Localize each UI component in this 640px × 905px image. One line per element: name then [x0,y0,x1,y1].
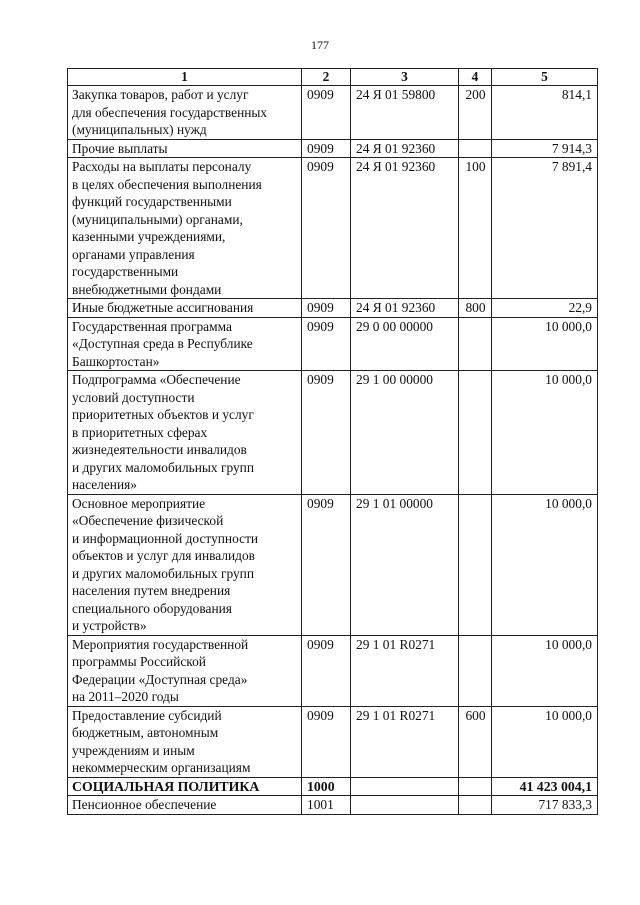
row-amount: 717 833,3 [492,796,598,815]
row-target-code: 24 Я 01 59800 [351,86,459,140]
table-row [68,139,598,158]
page-number: 177 [311,38,329,52]
table-row [68,494,598,635]
row-expense-type: 800 [459,299,492,318]
row-expense-type [459,371,492,495]
row-expense-type: 200 [459,86,492,140]
row-expense-type [459,777,492,796]
row-description: Предоставление субсидий бюджетным, автономным учреждениям и иным некоммерческим организациям [68,706,302,777]
row-amount: 22,9 [492,299,598,318]
row-target-code: 24 Я 01 92360 [351,158,459,299]
row-amount: 7 914,3 [492,139,598,158]
row-amount: 10 000,0 [492,494,598,635]
row-expense-type [459,635,492,706]
budget-table [67,68,598,815]
row-target-code: 24 Я 01 92360 [351,299,459,318]
row-section-code: 1000 [302,777,351,796]
row-section-code: 0909 [302,317,351,371]
row-section-code: 0909 [302,371,351,495]
header-cell-5: 5 [492,69,598,86]
row-description: Расходы на выплаты персоналу в целях обеспечения выполнения функций государственными (муниципальными) органами, казенными учреждениями, органами управления государственными внебюджетными фондами [68,158,302,299]
row-description: Мероприятия государственной программы Российской Федерации «Доступная среда» на 2011–2020 годы [68,635,302,706]
header-cell-4: 4 [459,69,492,86]
row-amount: 41 423 004,1 [492,777,598,796]
header-cell-3: 3 [351,69,459,86]
table-row [68,796,598,815]
table-row [68,299,598,318]
row-description: Подпрограмма «Обеспечение условий доступности приоритетных объектов и услуг в приоритетных сферах жизнедеятельности инвалидов и других маломобильных групп населения» [68,371,302,495]
table-row [68,317,598,371]
row-target-code: 29 0 00 00000 [351,317,459,371]
table-row [68,371,598,495]
row-description: СОЦИАЛЬНАЯ ПОЛИТИКА [68,777,302,796]
table-body [68,86,598,815]
row-expense-type: 100 [459,158,492,299]
table-row [68,86,598,140]
table-header-row [68,69,598,86]
row-section-code: 0909 [302,139,351,158]
table-row [68,635,598,706]
row-description: Государственная программа «Доступная среда в Республике Башкортостан» [68,317,302,371]
row-target-code: 29 1 01 R0271 [351,635,459,706]
row-amount: 10 000,0 [492,706,598,777]
row-description: Иные бюджетные ассигнования [68,299,302,318]
row-target-code: 24 Я 01 92360 [351,139,459,158]
row-target-code [351,796,459,815]
row-target-code [351,777,459,796]
row-target-code: 29 1 00 00000 [351,371,459,495]
row-description: Основное мероприятие «Обеспечение физической и информационной доступности объектов и услуг для инвалидов и других маломобильных групп населения путем внедрения специального оборудования и устройств» [68,494,302,635]
row-amount: 7 891,4 [492,158,598,299]
table-row [68,158,598,299]
row-expense-type [459,139,492,158]
row-section-code: 1001 [302,796,351,815]
row-amount: 814,1 [492,86,598,140]
row-section-code: 0909 [302,706,351,777]
row-expense-type [459,494,492,635]
row-section-code: 0909 [302,299,351,318]
row-expense-type [459,317,492,371]
row-description: Прочие выплаты [68,139,302,158]
row-amount: 10 000,0 [492,371,598,495]
row-target-code: 29 1 01 R0271 [351,706,459,777]
row-section-code: 0909 [302,635,351,706]
table-row [68,777,598,796]
table-row [68,706,598,777]
row-amount: 10 000,0 [492,635,598,706]
header-cell-1: 1 [68,69,302,86]
row-description: Пенсионное обеспечение [68,796,302,815]
row-expense-type [459,796,492,815]
row-section-code: 0909 [302,158,351,299]
row-section-code: 0909 [302,86,351,140]
row-target-code: 29 1 01 00000 [351,494,459,635]
row-description: Закупка товаров, работ и услуг для обеспечения государственных (муниципальных) нужд [68,86,302,140]
row-amount: 10 000,0 [492,317,598,371]
header-cell-2: 2 [302,69,351,86]
row-expense-type: 600 [459,706,492,777]
row-section-code: 0909 [302,494,351,635]
